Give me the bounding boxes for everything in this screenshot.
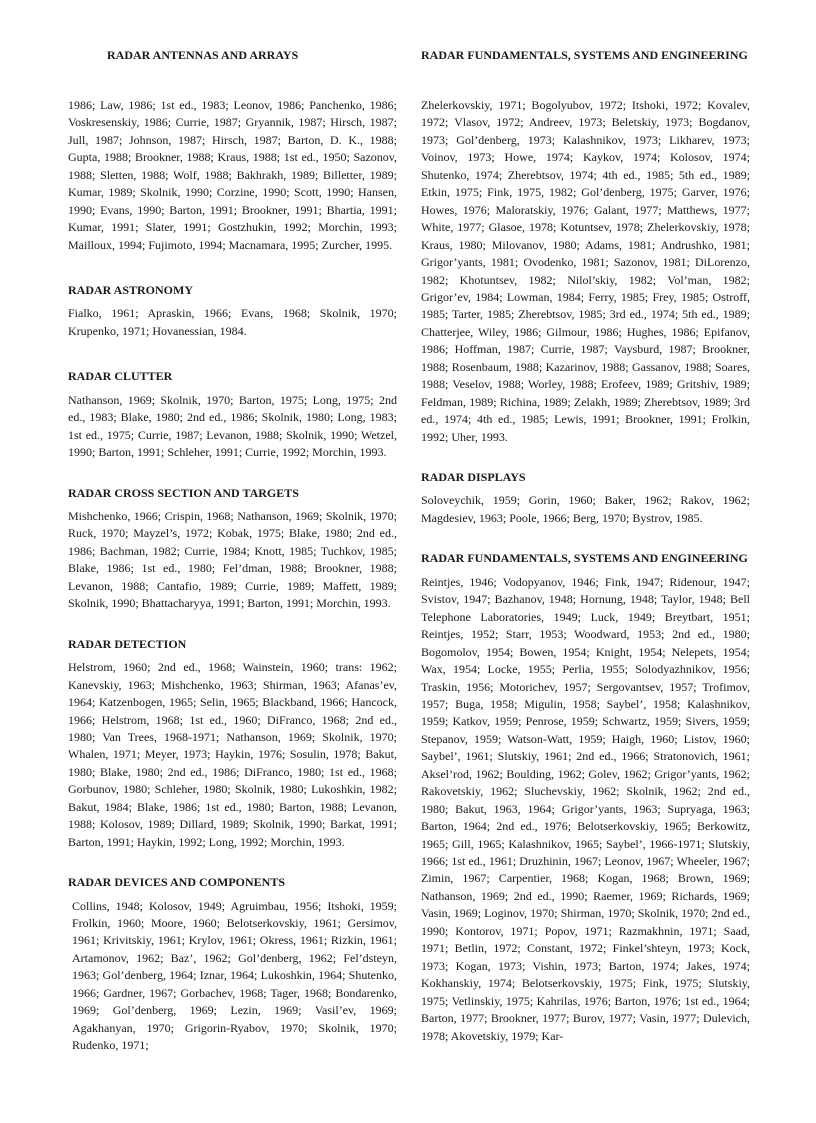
section-title-radar-displays: RADAR DISPLAYS [421,470,526,485]
section-text-radar-detection: Helstrom, 1960; 2nd ed., 1968; Wainstein, 1960; trans: 1962; Kanevskiy, 1963; Mishchenko, 1963; Shirman, 1963; Afanas’ev, 1964; Katzenbogen, 1965; Selin, 1965; Blackband, 1966; Hancock, 1966; Helstrom, 1968; 1st ed., 1960; DiFranco, 1968; 2nd ed., 1980; Van Trees, 1968-1971; Nathanson, 1969; Skolnik, 1970; Whalen, 1971; Meyer, 1973; Haykin, 1976; Sosulin, 1978; Bakut, 1980; Blake, 1980; 2nd ed., 1986; DiFranco, 1980; 1st ed., 1968; Gorbunov, 1980; Schleher, 1980; Skolnik, 1980; Lukoshkin, 1982; Bakut, 1984; Blake, 1986; 1st ed., 1980; Barton, 1988; Levanon, 1988; Kolosov, 1989; Dillard, 1989; Skolnik, 1990; Barkat, 1991; Barton, 1991; Haykin, 1992; Long, 1992; Morchin, 1993. [68,660,397,849]
section-title-radar-detection: RADAR DETECTION [68,636,187,651]
section-title-radar-devices: RADAR DEVICES AND COMPONENTS [68,875,286,890]
section-title-radar-clutter: RADAR CLUTTER [68,369,173,384]
left-column [68,97,397,1055]
section-text-radar-cross-section: Mishchenko, 1966; Crispin, 1968; Nathanson, 1969; Skolnik, 1970; Ruck, 1970; Mayzel’s, 1972; Kobak, 1975; Blake, 1980; 2nd ed., 1986; Bachman, 1982; Currie, 1984; Knott, 1985; Tuchkov, 1985; Blake, 1986; 1st ed., 1980; Fel’dman, 1988; Brookner, 1988; Levanon, 1988; Cantafio, 1989; Currie, 1989; Maffett, 1989; Skolnik, 1990; Bhattacharyya, 1991; Barton, 1991; Morchin, 1993. [68,509,397,611]
section-title-radar-cross-section: RADAR CROSS SECTION AND TARGETS [68,485,299,500]
right-continuation-text: Zhelerkovskiy, 1971; Bogolyubov, 1972; Itshoki, 1972; Kovalev, 1972; Vlasov, 1972; Andreev, 1973; Beletskiy, 1973; Bogdanov, 1973; Gol’denberg, 1973; Kalashnikov, 1973; Likharev, 1973; Voinov, 1973; Howe, 1974; Kaykov, 1974; Kolosov, 1974; Shutenko, 1974; Zherebtsov, 1974; 4th ed., 1985; 5th ed., 1989; Etkin, 1975; Fink, 1975, 1982; Gol’denberg, 1975; Garver, 1976; Howes, 1976; Maloratskiy, 1976; Galant, 1977; Matthews, 1977; White, 1977; Glasoe, 1978; Kotuntsev, 1978; Zhelerkovskiy, 1978; Kraus, 1980; Milovanov, 1980; Adams, 1981; Andrushko, 1981; Grigor’yants, 1981; Ovodenko, 1981; Sazonov, 1981; DiLorenzo, 1982; Khotuntsev, 1982; Nilol’skiy, 1982; Vol’man, 1982; Grigor’ev, 1984; Lowman, 1984; Ferry, 1985; Frey, 1985; Ostroff, 1985; Tarter, 1985; Zherebtsov, 1985; 3rd ed., 1974; 5th ed., 1989; Chatterjee, Wiley, 1986; Gilmour, 1986; Hughes, 1986; Epifanov, 1986; Hoffman, 1987; Currie, 1987; Vaysburd, 1987; Brookner, 1988; Rosenbaum, 1988; Kazarinov, 1988; Gassanov, 1988; Soares, 1988; Veselov, 1988; Worley, 1988; Erofeev, 1989; Gritshiv, 1989; Feldman, 1989; Richina, 1989; Zelakh, 1989; Zherebtsov, 1989; 3rd ed., 1974; 4th ed., 1985; Lewis, 1991; Brookner, 1991; Frolkin, 1992; Uher, 1993. [421,98,750,444]
section-title-radar-fundamentals: RADAR FUNDAMENTALS, SYSTEMS AND ENGINEERING [421,551,748,566]
running-header-left: RADAR ANTENNAS AND ARRAYS [107,48,299,62]
left-continuation-text: 1986; Law, 1986; 1st ed., 1983; Leonov, 1986; Panchenko, 1986; Voskresenskiy, 1986; Currie, 1987; Gryannik, 1987; Hirsch, 1987; Jull, 1987; Johnson, 1987; Hirsch, 1987; Barton, D. K., 1988; Gupta, 1988; Brookner, 1988; Kraus, 1988; 1st ed., 1950; Sazonov, 1988; Sletten, 1988; Wolf, 1988; Bakhrakh, 1989; Billetter, 1989; Kumar, 1989; Skolnik, 1990; Corzine, 1990; Scott, 1990; Hansen, 1990; Evans, 1990; Barton, 1991; Brookner, 1991; Bhartia, 1991; Kumar, 1991; Slater, 1991; Gostzhukin, 1992; Morchin, 1993; Mailloux, 1994; Fujimoto, 1994; Macnamara, 1995; Zurcher, 1995. [68,98,397,252]
right-column [421,97,750,1045]
section-text-radar-fundamentals: Reintjes, 1946; Vodopyanov, 1946; Fink, 1947; Ridenour, 1947; Svistov, 1947; Bazhanov, 1948; Hornung, 1948; Taylor, 1948; Bell Telephone Laboratories, 1949; Luck, 1949; Breytbart, 1951; Reintjes, 1952; Starr, 1953; Woodward, 1953; 2nd ed., 1980; Bogomolov, 1954; Bowen, 1954; Knight, 1954; Nelepets, 1954; Wax, 1954; Locke, 1955; Perlia, 1955; Solodyazhnikov, 1956; Traskin, 1956; Motorichev, 1957; Sergovantsev, 1957; Trofimov, 1957; Buga, 1958; Migulin, 1958; Saybel’, 1958; Kalashnikov, 1959; Katkov, 1959; Penrose, 1959; Schwartz, 1959; Sivers, 1959; Stepanov, 1959; Watson-Watt, 1959; Haigh, 1960; Listov, 1960; Saybel’, 1961; Slutskiy, 1961; 2nd ed., 1966; Stratonovich, 1961; Aksel’rod, 1962; Boulding, 1962; Golev, 1962; Grigor’yants, 1962; Rakovetskiy, 1962; Sluchevskiy, 1962; Skolnik, 1962; 2nd ed., 1980; Bakut, 1963, 1964; Grigor’yants, 1963; Supryaga, 1963; Barton, 1964; 2nd ed., 1976; Belotserkovskiy, 1965; Berkowitz, 1965; Gill, 1965; Kalashnikov, 1965; Saybel’, 1966-1971; Slutskiy, 1966; 1st ed., 1961; Druzhinin, 1967; Leonov, 1967; Wheeler, 1967; Zimin, 1967; Carpentier, 1968; Kogan, 1968; Brown, 1969; Nathanson, 1969; 2nd ed., 1990; Raemer, 1969; Richards, 1969; Vasin, 1969; Loginov, 1970; Shirman, 1970; Skolnik, 1970; 2nd ed., 1990; Kontorov, 1971; Popov, 1971; Razmakhnin, 1971; Saad, 1971; Betlin, 1972; Constant, 1972; Finkel’shteyn, 1973; Kock, 1973; Kogan, 1973; Vishin, 1973; Barton, 1974; Jakes, 1974; Kokhanskiy, 1974; Belotserkovskiy, 1975; Fink, 1975; Slutskiy, 1975; Vetlinskiy, 1975; Kahrilas, 1976; Barton, 1976; 1st ed., 1964; Barton, 1977; Brookner, 1977; Burov, 1977; Vasin, 1977; Dulevich, 1978; Akovetskiy, 1979; Kar- [421,574,750,1043]
running-header-right: RADAR FUNDAMENTALS, SYSTEMS AND ENGINEERING [421,48,748,62]
section-title-radar-astronomy: RADAR ASTRONOMY [68,283,194,298]
section-text-radar-clutter: Nathanson, 1969; Skolnik, 1970; Barton, 1975; Long, 1975; 2nd ed., 1983; Blake, 1980; 2nd ed., 1986; Skolnik, 1980; Long, 1983; 1st ed., 1975; Currie, 1987; Levanon, 1988; Skolnik, 1990; Wetzel, 1990; Barton, 1991; Schleher, 1991; Currie, 1992; Morchin, 1993. [68,392,397,460]
section-text-radar-displays: Soloveychik, 1959; Gorin, 1960; Baker, 1962; Rakov, 1962; Magdesiev, 1963; Poole, 1966; Berg, 1970; Bystrov, 1985. [421,493,750,525]
section-text-radar-astronomy: Fialko, 1961; Apraskin, 1966; Evans, 1968; Skolnik, 1970; Krupenko, 1971; Hovanessian, 1984. [68,306,397,338]
section-text-radar-devices: Collins, 1948; Kolosov, 1949; Agruimbau, 1956; Itshoki, 1959; Frolkin, 1960; Moore, 1960; Belotserkovskiy, 1961; Gersimov, 1961; Krivitskiy, 1961; Krylov, 1961; Okress, 1961; Rizkin, 1961; Artamonov, 1962; Baz’, 1962; Gol’denberg, 1962; Fel’dsteyn, 1963; Gol’denberg, 1964; Iznar, 1964; Lukoshkin, 1964; Shutenko, 1966; Gardner, 1967; Gorbachev, 1968; Tager, 1968; Bondarenko, 1969; Gol’denberg, 1969; Lezin, 1969; Vasil’ev, 1969; Agakhanyan, 1970; Grigorin-Ryabov, 1970; Skolnik, 1970; Rudenko, 1971; [72,898,397,1053]
